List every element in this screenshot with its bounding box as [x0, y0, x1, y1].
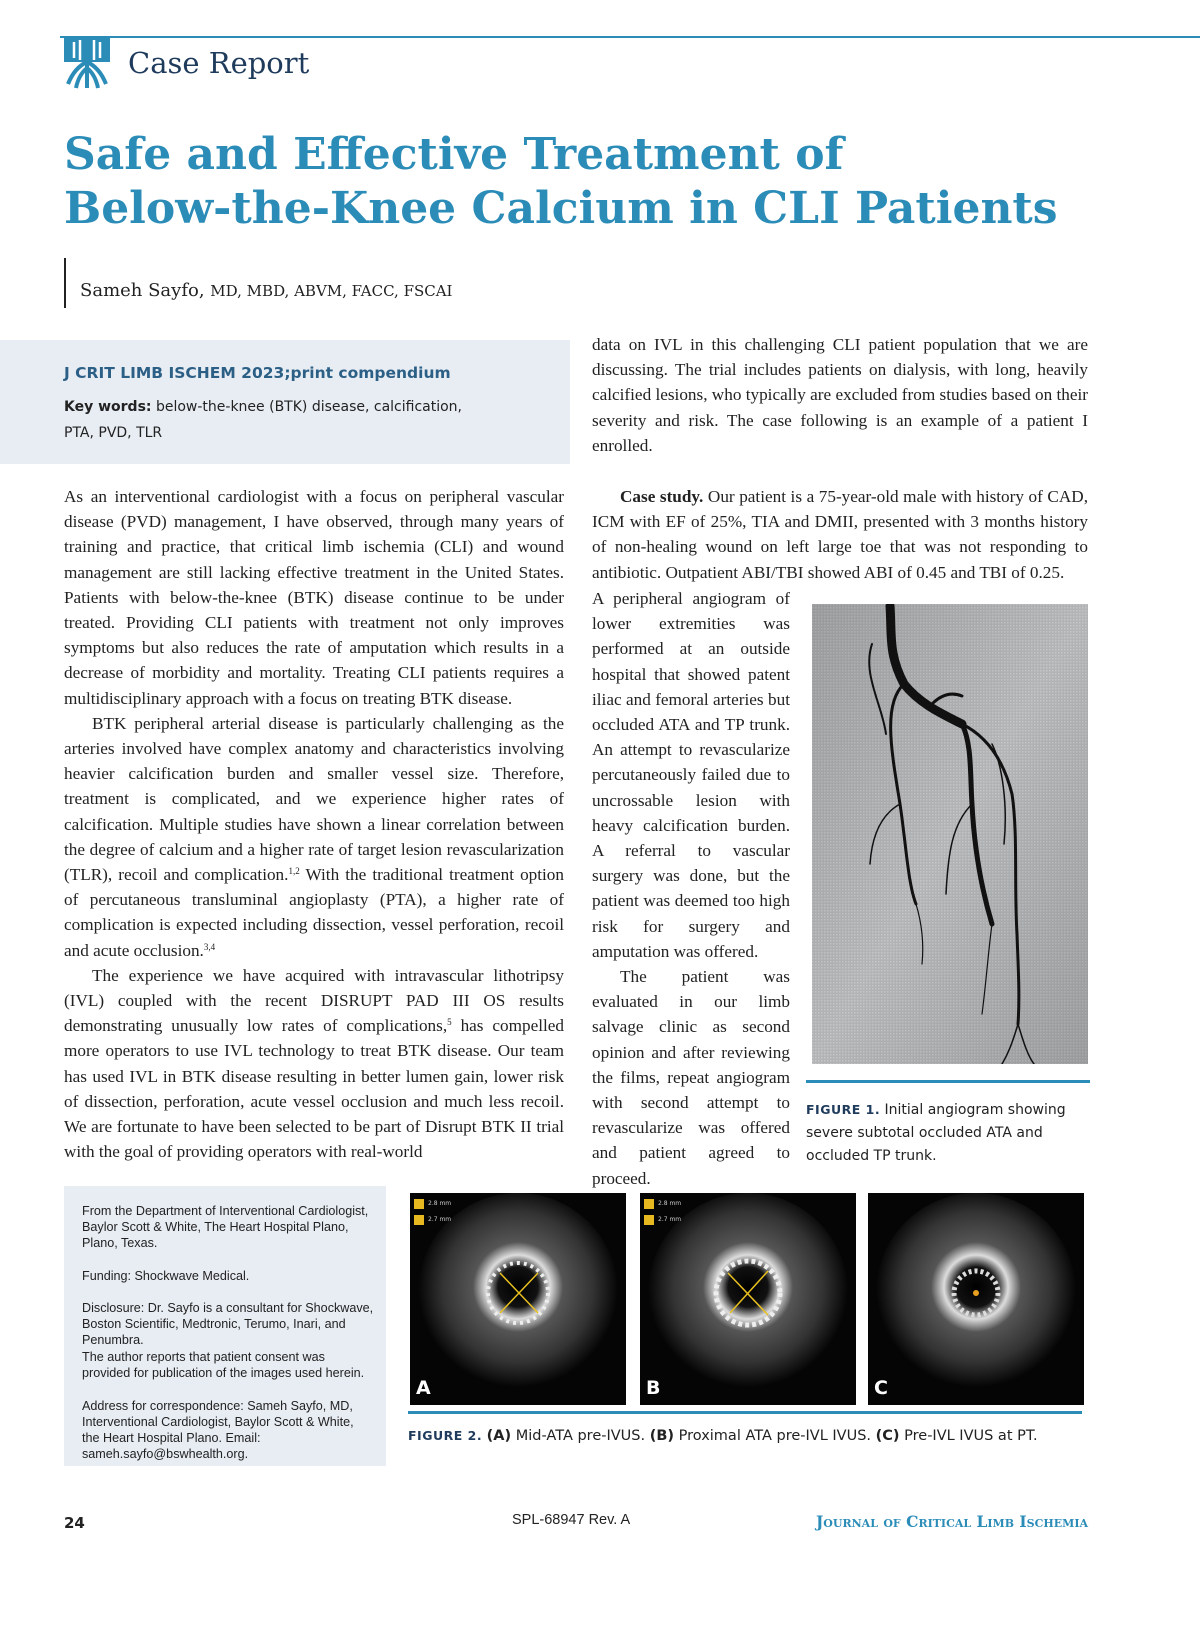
- paragraph-trial-data: data on IVL in this challenging CLI patient population that we are discussing. The trial includes patients on dialysis, with long, heavily calcified lesions, who typically are excluded from studies based on their severity and risk. The case following is an example of a patient I enrolled.: [592, 335, 1088, 455]
- ivus-image-a: [410, 1193, 626, 1405]
- header-rule: [60, 36, 1200, 38]
- ivus-image-b: [640, 1193, 856, 1405]
- figure-1-rule: [806, 1080, 1090, 1083]
- title-line-2: Below-the-Knee Calcium in CLI Patients: [64, 183, 1058, 234]
- measure-tag-1: [644, 1199, 654, 1209]
- figure-2-label: FIGURE 2.: [408, 1428, 483, 1443]
- ivus-panel-b: 2.8 mm 2.7 mm B: [640, 1193, 856, 1405]
- panel-label-a: A: [416, 1377, 431, 1399]
- figure-2-caption: FIGURE 2. (A) Mid-ATA pre-IVUS. (B) Proximal ATA pre-IVL IVUS. (C) Pre-IVL IVUS at PT.: [408, 1428, 1038, 1444]
- journal-footer-name: Journal of Critical Limb Ischemia: [815, 1512, 1088, 1531]
- measure-tag-2: [414, 1215, 424, 1225]
- author-name: Sameh Sayfo,: [80, 280, 205, 301]
- figure-1-angiogram: [812, 604, 1088, 1064]
- citation-5: 5: [447, 1017, 452, 1028]
- figure-1-label: FIGURE 1.: [806, 1102, 881, 1117]
- keywords-label: Key words:: [64, 399, 152, 415]
- angiogram-image: [812, 604, 1088, 1064]
- paragraph-intro: As an interventional cardiologist with a focus on peripheral vascular disease (PVD) management, I have observed, through many years of training and practice, that critical limb ischemia (CLI) and wound management are still lacking effective treatment in the United States. Patients with below-the-knee (BTK) disease continue to be under treated. Providing CLI patients with treatment not only improves symptoms but also reduces the rate of amputation which results in a decrease of morbidity and mortality. Treating CLI patients requires a multidisciplinary approach with a focus on treating BTK disease.: [64, 487, 564, 708]
- narrow-column: [592, 586, 790, 1191]
- case-study-heading: Case study.: [620, 487, 704, 506]
- paragraph-btk: BTK peripheral arterial disease is particularly challenging as the arteries involved have complex anatomy and characteristics involving heavier calcification burden and smaller vessel size. Therefore, treatment is complicated, and we experience higher rates of calcification. Multiple studies have shown a linear correlation between the degree of calcium and a higher rate of target lesion revascularization (TLR), recoil and complication.$^{1,2}$ With the traditional treatment option of percutaneous transluminal angioplasty (PTA), a higher rate of complication is expected including dissection, vessel perforation, recoil and acute occlusion.$^{3,4}$: [64, 713, 564, 960]
- ivus-image-c: [868, 1193, 1084, 1405]
- article-title: [64, 128, 1064, 236]
- keywords: [64, 394, 484, 446]
- affiliation-disclosure: Disclosure: Dr. Sayfo is a consultant for Shockwave, Boston Scientific, Medtronic, Terumo, Inari, and Penumbra.: [82, 1301, 374, 1347]
- case-study-text: Our patient is a 75-year-old male with history of CAD, ICM with EF of 25%, TIA and DMII, presented with 3 months history of non-healing wound on left large toe that was not responding to antibiotic. Outpatient ABI/TBI showed ABI of 0.45 and TBI of 0.25.: [592, 487, 1088, 582]
- author-credentials: MD, MBD, ABVM, FACC, FSCAI: [210, 282, 453, 300]
- section-label: Case Report: [128, 46, 310, 80]
- journal-logo-icon: [64, 38, 110, 92]
- author-divider: [64, 258, 66, 308]
- keywords-text: below-the-knee (BTK) disease, calcification, PTA, PVD, TLR: [64, 399, 463, 441]
- left-column: [64, 484, 564, 1164]
- title-line-1: Safe and Effective Treatment of: [64, 129, 844, 180]
- panel-label-c: C: [874, 1377, 888, 1399]
- ivus-panel-a: 2.8 mm 2.7 mm A: [410, 1193, 626, 1405]
- panel-label-b: B: [646, 1377, 661, 1399]
- affiliation-department: From the Department of Interventional Cardiologist, Baylor Scott & White, The Heart Hospital Plano, Plano, Texas.: [82, 1204, 369, 1250]
- measure-tag-1: [414, 1199, 424, 1209]
- figure-1-caption: FIGURE 1. Initial angiogram showing severe subtotal occluded ATA and occluded TP trunk.: [806, 1102, 1066, 1164]
- affiliation-funding: Funding: Shockwave Medical.: [82, 1269, 250, 1283]
- figure-2-rule: [408, 1411, 1082, 1414]
- case-study: [592, 484, 1088, 585]
- paragraph-evaluation: The patient was evaluated in our limb salvage clinic as second opinion and after reviewing the films, repeat angiogram with second attempt to revascularize was offered and patient agreed to proceed.: [592, 967, 790, 1188]
- document-code: SPL-68947 Rev. A: [512, 1512, 631, 1528]
- author-byline: [80, 280, 453, 301]
- ivus-panel-c: [868, 1193, 1084, 1405]
- affiliation-correspondence: Address for correspondence: Sameh Sayfo, MD, Interventional Cardiologist, Baylor Scott & White, the Heart Hospital Plano. Email: sameh.sayfo@bswhealth.org.: [82, 1399, 354, 1461]
- citation-3-4: 3,4: [203, 941, 216, 952]
- paragraph-angiogram: A peripheral angiogram of lower extremities was performed at an outside hospital that showed patent iliac and femoral arteries but occluded ATA and TP trunk. An attempt to revascularize percutaneously failed due to uncrossable lesion with heavy calcification burden. A referral to vascular surgery was done, but the patient was deemed too high risk for surgery and amputation was offered.: [592, 589, 790, 961]
- citation-1-2: 1,2: [288, 866, 300, 877]
- journal-reference: J CRIT LIMB ISCHEM 2023;print compendium: [64, 364, 451, 382]
- page-number: 24: [64, 1514, 85, 1532]
- paragraph-ivl: The experience we have acquired with intravascular lithotripsy (IVL) coupled with the recent DISRUPT PAD III OS results demonstrating unusually low rates of complications,$^5$ has compelled more operators to use IVL technology to treat BTK disease. Our team has used IVL in BTK disease resulting in better lumen gain, lower risk of dissection, perforation, acute vessel occlusion and much less recoil. We are fortunate to have been selected to be part of Disrupt BTK II trial with the goal of providing operators with real-world: [64, 965, 564, 1162]
- measure-tag-2: [644, 1215, 654, 1225]
- affiliation-consent: The author reports that patient consent was provided for publication of the images used herein.: [82, 1350, 365, 1380]
